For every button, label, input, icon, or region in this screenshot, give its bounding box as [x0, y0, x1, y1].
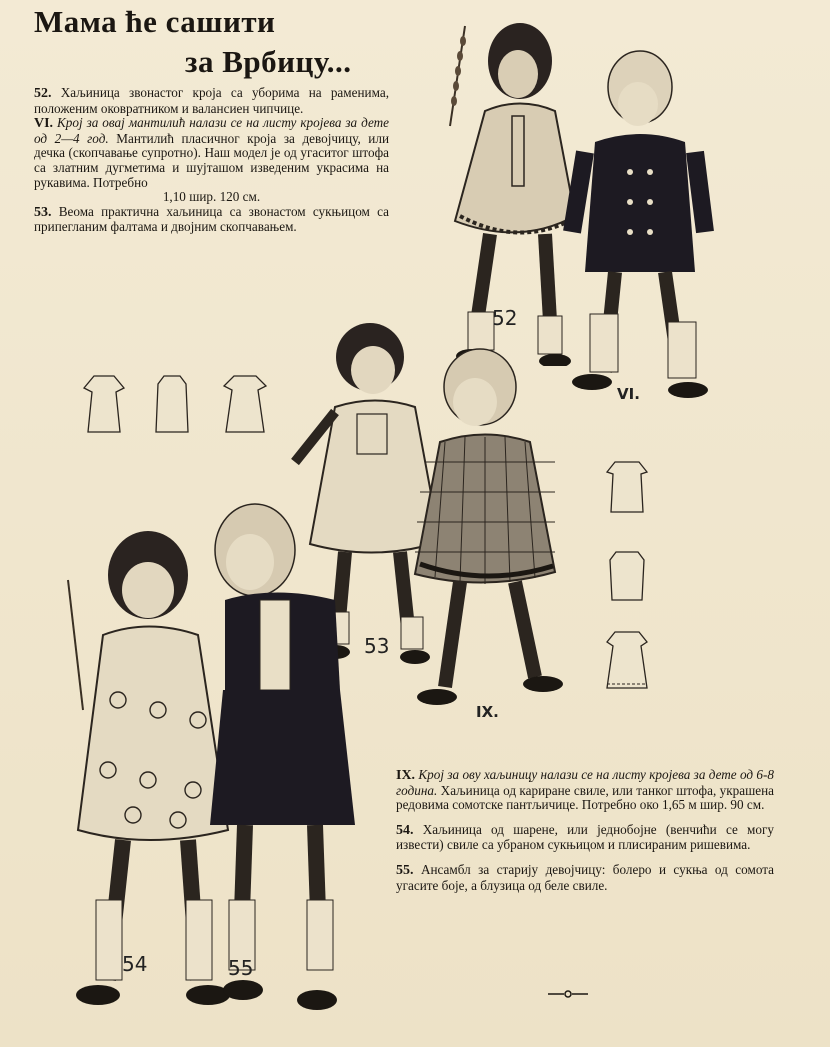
item-IX-text: Хаљиница од кариране свиле, или танког штофа, украшена редовима сомотске пантљичице. Потребно око 1,65 м шир. 90 см.	[396, 782, 775, 813]
item-IX-description	[396, 768, 774, 813]
illustration-girl-IX	[405, 342, 575, 727]
item-54-text: Хаљиница од шарене, или једнобојне (венчићи се могу извести) свиле са убраном сукњицом и плисираним ришевима.	[396, 821, 774, 853]
figure-label-52: 52	[492, 306, 518, 330]
item-55-description	[396, 863, 774, 893]
item-IX-pattern-note: Крој за ову хаљиницу налази се на листу кројева за дете од 6-8 година.	[396, 767, 775, 798]
item-55-number: 55.	[396, 862, 414, 878]
item-52-number: 52.	[34, 86, 52, 101]
pattern-flat-2	[152, 372, 192, 436]
item-VI-description	[34, 116, 389, 205]
pattern-flat-3	[220, 372, 270, 436]
item-52-text: Хаљиница звонастог кроја са уборима на раменима, положеним оковратником и валансиен чипчице.	[34, 85, 389, 116]
item-IX-number: IX.	[396, 768, 416, 783]
item-VI-pattern-note: Крој за овај мантилић налази се на листу кројева за дете од 2—4 год.	[34, 115, 389, 146]
pattern-flat-5	[606, 548, 648, 604]
page-title-line1: Мама ће сашити	[34, 4, 276, 39]
figure-label-IX: IX.	[476, 703, 499, 721]
illustration-coat-VI	[560, 42, 720, 412]
figure-label-53: 53	[364, 634, 390, 658]
item-53-number: 53.	[34, 204, 52, 220]
figure-label-55: 55	[228, 956, 254, 980]
pattern-flat-6	[603, 628, 651, 694]
pattern-flat-4	[603, 458, 651, 516]
bottom-description-block	[396, 768, 774, 893]
item-54-number: 54.	[396, 822, 414, 838]
item-53-text: Веома практична хаљиница са звонастом сукњицом са припегланим фалтама и двојним скопчавањем.	[34, 203, 389, 235]
item-VI-fabric-amount: 1,10 шир. 120 см.	[162, 189, 261, 205]
top-description-block	[34, 86, 389, 235]
item-54-description	[396, 823, 774, 853]
illustration-girl-55	[205, 490, 365, 1020]
pattern-flat-1	[80, 372, 128, 436]
page-title-line2: за Врбицу...	[185, 44, 352, 79]
end-ornament	[548, 990, 588, 998]
figure-label-VI: VI.	[617, 385, 640, 403]
item-55-text: Ансамбл за старију девојчицу: болеро и сукња од сомота угаситe боје, а блузица од беле свиле.	[396, 861, 775, 893]
item-VI-text: Мантилић пласичног кроја за девојчицу, или дечка (скопчавање супротно). Наш модел је од угаситог штофа са златним дугметима и шујташом изведеним украсима на рукавима. Потребно	[34, 130, 389, 190]
item-53-description	[34, 205, 389, 235]
item-52-description	[34, 86, 389, 116]
item-VI-number: VI.	[34, 116, 54, 132]
figure-label-54: 54	[122, 952, 148, 976]
